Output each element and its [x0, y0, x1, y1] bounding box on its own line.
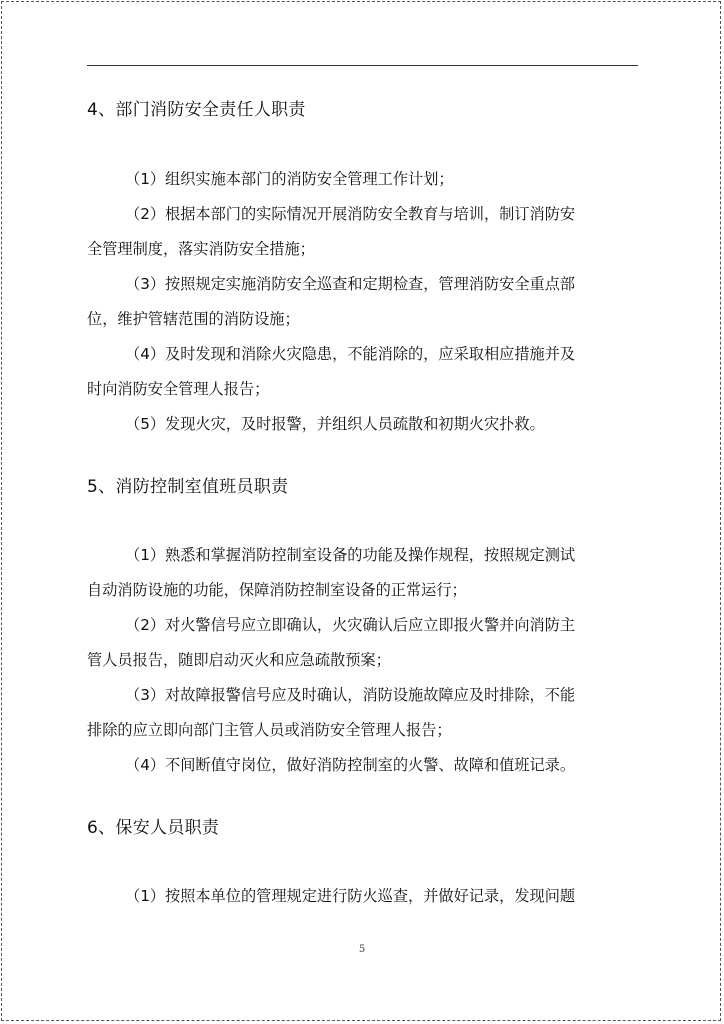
- text-line: 管人员报告，随即启动灭火和应急疏散预案；: [87, 651, 391, 669]
- section-heading-4: 4、部门消防安全责任人职责: [87, 100, 306, 120]
- text-line: 自动消防设施的功能，保障消防控制室设备的正常运行；: [87, 581, 467, 599]
- text-line: 全管理制度，落实消防安全措施；: [87, 240, 315, 258]
- header-rule: [87, 65, 638, 66]
- text-line: 排除的应立即向部门主管人员或消防安全管理人报告；: [87, 721, 452, 739]
- text-line: 时向消防安全管理人报告；: [87, 380, 270, 398]
- paragraph-5-2: [87, 608, 632, 678]
- text-line: （3）对故障报警信号应及时确认，消防设施故障应及时排除，不能: [125, 686, 576, 704]
- text-line: 位，维护管辖范围的消防设施；: [87, 310, 300, 328]
- text-line: （1）按照本单位的管理规定进行防火巡查，并做好记录，发现问题: [125, 887, 576, 905]
- paragraph-4-2: [87, 197, 632, 267]
- paragraph-4-3: [87, 267, 632, 337]
- text-line: （4）不间断值守岗位，做好消防控制室的火警、故障和值班记录。: [125, 756, 576, 774]
- text-line: （2）对火警信号应立即确认，火灾确认后应立即报火警并向消防主: [125, 616, 576, 634]
- text-line: （3）按照规定实施消防安全巡查和定期检查，管理消防安全重点部: [125, 275, 576, 293]
- text-line: （5）发现火灾，及时报警，并组织人员疏散和初期火灾扑救。: [125, 415, 545, 433]
- paragraph-6-1: [87, 879, 632, 914]
- paragraph-4-4: [87, 337, 632, 407]
- text-line: （4）及时发现和消除火灾隐患，不能消除的，应采取相应措施并及: [125, 345, 576, 363]
- page-border: [1, 1, 721, 1021]
- section-heading-6: 6、保安人员职责: [87, 818, 220, 838]
- text-line: （1）熟悉和掌握消防控制室设备的功能及操作规程，按照规定测试: [125, 546, 576, 564]
- text-line: （1）组织实施本部门的消防安全管理工作计划；: [125, 170, 454, 188]
- paragraph-5-1: [87, 538, 632, 608]
- page-number: 5: [358, 944, 366, 955]
- paragraph-4-1: [87, 162, 632, 197]
- paragraph-5-3: [87, 678, 632, 748]
- paragraph-5-4: [87, 748, 632, 783]
- text-line: （2）根据本部门的实际情况开展消防安全教育与培训，制订消防安: [125, 205, 576, 223]
- section-heading-5: 5、消防控制室值班员职责: [87, 477, 289, 497]
- paragraph-4-5: [87, 407, 632, 442]
